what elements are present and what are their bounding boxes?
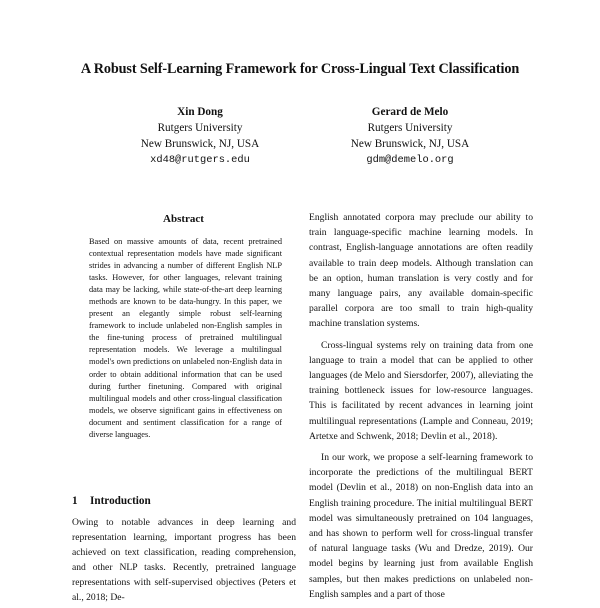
right-column (309, 210, 533, 608)
author-affiliation: Rutgers University (157, 122, 243, 134)
abstract-text: Based on massive amounts of data, recent pretrained contextual representation models have made significant strides in advancing a number of different English NLP tasks. However, for other languages, relevant training data may be lacking, while state-of-the-art deep learning methods are known to be data-hungry. In this paper, we present an elegantly simple robust self-learning framework to include unlabeled non-English samples in the fine-tuning process of pretrained multilingual representation models. We leverage a multilingual model's own predictions on unlabeled non-English data in order to obtain additional information that can be used during further finetuning. Compared with original multilingual models and other cross-lingual classification models, we observe significant gains in effectiveness on document and sentiment classification for a range of diverse languages. (89, 237, 282, 439)
abstract-heading: Abstract (163, 213, 204, 225)
author-location: New Brunswick, NJ, USA (350, 138, 470, 150)
author-name: Gerard de Melo (371, 106, 449, 118)
section-heading-introduction (72, 495, 151, 507)
paper-title: A Robust Self-Learning Framework for Cross-Lingual Text Classification (80, 61, 520, 77)
author-name: Xin Dong (177, 106, 223, 118)
author-block-1 (130, 104, 270, 168)
author-location: New Brunswick, NJ, USA (140, 138, 260, 150)
section-number: 1 (72, 495, 78, 507)
section-title: Introduction (90, 495, 151, 507)
author-email: xd48@rutgers.edu (150, 154, 250, 166)
author-affiliation: Rutgers University (367, 122, 453, 134)
author-email: gdm@demelo.org (366, 154, 454, 166)
author-block-2 (325, 104, 495, 168)
paragraph: Cross-lingual systems rely on training data from one language to train a model that can be applied to other languages (de Melo and Siersdorfer, 2007), alleviating the training bottleneck issues for low-resource languages. This is facilitated by recent advances in learning joint multilingual representations (Lample and Conneau, 2019; Artetxe and Schwenk, 2018; Devlin et al., 2018). (309, 339, 533, 442)
paragraph: In our work, we propose a self-learning framework to incorporate the predictions of the multilingual BERT model (Devlin et al., 2018) on non-English data into an English training procedure. The initial multilingual BERT model was simultaneously pretrained on 104 languages, and has shown to perform well for cross-lingual transfer of natural language tasks (Wu and Dredze, 2019). Our model begins by learning just from available English samples, but then makes predictions on unlabeled non-English samples and a part of those (309, 452, 533, 600)
introduction-text: Owing to notable advances in deep learning and representation learning, important progress has been achieved on text classification, reading comprehension, and other NLP tasks. Recently, pretrained language representations with self-supervised objectives (Peters et al., 2018; De- (72, 517, 296, 603)
paragraph: English annotated corpora may preclude our ability to train language-specific machine learning models. In contrast, English-language annotations are often readily available to train deep models. Although translation can be an option, human translation is very costly and for many language pairs, any available domain-specific parallel corpora are too small to train high-quality machine translation systems. (309, 212, 533, 330)
